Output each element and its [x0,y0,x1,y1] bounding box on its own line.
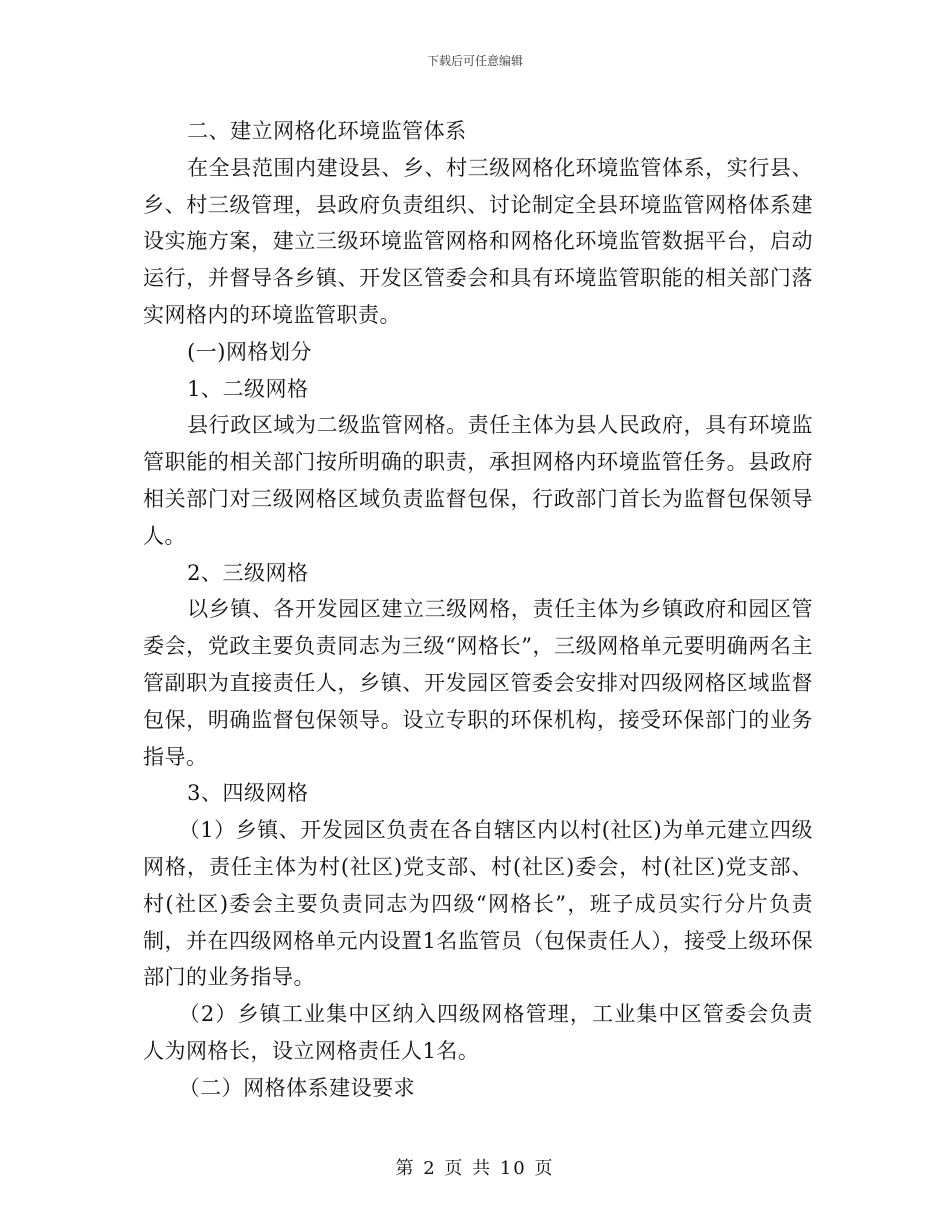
numbered-paragraph: （2）乡镇工业集中区纳入四级网格管理，工业集中区管委会负责人为网格长，设立网格责任人1名。 [143,1002,813,1063]
page-footer: 第 2 页 共 10 页 [395,1158,555,1179]
paragraph: 以乡镇、各开发园区建立三级网格，责任主体为乡镇政府和园区管委会，党政主要负责同志为三级“网格长”，三级网格单元要明确两名主管副职为直接责任人，乡镇、开发园区管委会安排对四级网格区域监督包保，明确监督包保领导。设立专职的环保机构，接受环保部门的业务指导。 [143,597,813,769]
section-heading: 二、建立网格化环境监管体系 [187,119,467,143]
numbered-paragraph: （1）乡镇、开发园区负责在各自辖区内以村(社区)为单元建立四级网格，责任主体为村(社区)党支部、村(社区)委会，村(社区)党支部、村(社区)委会主要负责同志为四级“网格长”，班子成员实行分片负责制，并在四级网格单元内设置1名监管员（包保责任人），接受上级环保部门的业务指导。 [143,818,813,990]
subsection-heading: （二）网格体系建设要求 [178,1075,416,1100]
paragraph: 在全县范围内建设县、乡、村三级网格化环境监管体系，实行县、乡、村三级管理，县政府负责组织、讨论制定全县环境监管网格体系建设实施方案，建立三级环境监管网格和网格化环境监管数据平台，启动运行，并督导各乡镇、开发区管委会和具有环境监管职能的相关部门落实网格内的环境监管职责。 [143,155,813,327]
item-heading: 3、四级网格 [187,781,309,806]
paragraph: 县行政区域为二级监管网格。责任主体为县人民政府，具有环境监管职能的相关部门按所明确的职责，承担网格内环境监管任务。县政府相关部门对三级网格区域负责监督包保，行政部门首长为监督包保领导人。 [143,413,813,548]
item-heading: 1、二级网格 [187,376,309,401]
item-heading: 2、三级网格 [187,560,309,585]
document-body [143,113,813,1107]
header-note: 下载后可任意编辑 [426,54,523,68]
subsection-heading: (一)网格划分 [187,339,312,364]
